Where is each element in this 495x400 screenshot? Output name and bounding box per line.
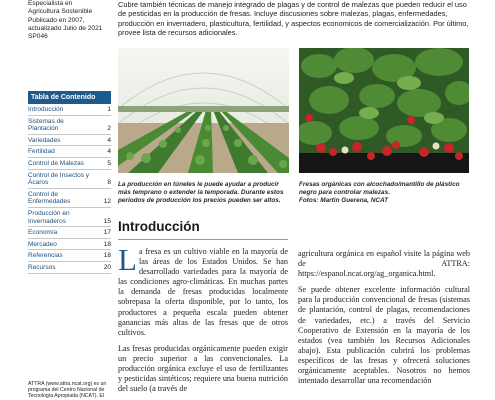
attra-footer [28, 381, 112, 400]
body-paragraph [118, 242, 288, 338]
tunnel-photo [118, 48, 289, 173]
figure-caption-left: La producción en túneles le puede ayudar a producir más temprano o extender la temporada. Durante estos periodos de producción los precios pueden ser altos. [118, 181, 284, 204]
toc-item-page: 17 [103, 229, 111, 237]
toc-item-page: 18 [103, 252, 111, 260]
toc-item-label: Recursos [28, 263, 56, 271]
toc-item-invernaderos[interactable] [28, 208, 111, 227]
photo-credit: Fotos: Martin Guerena, NCAT [299, 196, 388, 204]
toc-item-variedades[interactable] [28, 135, 111, 147]
toc-item-page: 12 [103, 198, 111, 206]
toc-item-insectos[interactable] [28, 170, 111, 189]
figure-caption-right [299, 181, 469, 205]
toc-item-malezas[interactable] [28, 158, 111, 170]
toc-item-sistemas[interactable] [28, 116, 111, 135]
meta-line: Publicado en 2007, [28, 16, 85, 24]
footer-line: ATTRA (www.attra.ncat.org) es un [28, 381, 107, 387]
organic-strawberries-photo [299, 48, 469, 173]
toc-item-page: 20 [103, 263, 111, 271]
toc-item-page: 18 [103, 240, 111, 248]
toc-item-label: Control de Enfermedades [28, 190, 71, 206]
toc-item-page: 8 [107, 179, 111, 187]
footer-line: Tecnología Apropiada (NCAT). El [28, 393, 105, 400]
toc-item-recursos[interactable] [28, 262, 111, 274]
toc-item-label: Sistemas de Plantación [28, 117, 64, 133]
section-title: Introducción [118, 219, 200, 234]
toc-item-mercadeo[interactable] [28, 239, 111, 251]
body-column-right [298, 249, 470, 386]
intro-paragraph: Cubre también técnicas de manejo integrado de plagas y de control de malezas que pueden reducir el uso de pesticidas en la producción de fresas. Incluye discusiones sobre malezas, plagas, enfermedades, producción en invernadero, plasticultura, fertilidad, y aspectos economicos de comercialización. Por último, provee lista de recursos adicionales. [118, 0, 469, 37]
toc-item-label: Economía [28, 229, 58, 237]
body-paragraph: Las fresas producidas orgánicamente pueden exigir un precio superior a las convencionales. La producción orgánica excluye el uso de fertilizantes y pesticidas sintéticos; requiere una buena nutrición del suelo (a través de [118, 343, 288, 394]
toc-item-page: 4 [107, 136, 111, 144]
toc-item-page: 2 [107, 125, 111, 133]
body-paragraph: agricultura orgánica en español visite la página web de ATTRA: https://espanol.ncat.org/ag_organica.html. [298, 249, 470, 279]
meta-line: actualizado Julio de 2021 [28, 24, 103, 32]
toc-item-enfermedades[interactable] [28, 189, 111, 208]
body-paragraph: Se puede obtener excelente información cultural para la producción convencional de fresas (sistemas de plantación, control de plagas, recomendaciones de variedades, etc.) a través del Servicio Cooperativo de Extensión en la mayoría de los estados (vea también los Recursos Adicionales abajo). Esta publicación cubrirá los problemas específicos de las fresas y ofrecerá soluciones orgánicamente aceptables. Nosotros no hemos intentado desarrollar una recomendación [298, 285, 470, 386]
toc-item-label: Fertilidad [28, 148, 55, 156]
figure-caption-text: Fresas orgánicas con alcochado/mantillo de plástico negro para controlar malezas. [299, 181, 460, 196]
toc-item-label: Introducción [28, 106, 64, 113]
tunnel-photo-image [118, 48, 289, 173]
table-of-contents [28, 91, 111, 274]
toc-item-label: Referencias [28, 252, 63, 260]
meta-line: Especialista en [28, 0, 73, 7]
toc-title: Tabla de Contenido [28, 91, 111, 104]
toc-item-label: Mercadeo [28, 240, 57, 248]
meta-line: SP046 [28, 33, 48, 41]
toc-item-introduccion[interactable] [28, 104, 111, 116]
toc-item-label: Variedades [28, 136, 61, 144]
toc-item-page: 15 [103, 217, 111, 225]
publication-meta [28, 0, 112, 41]
section-divider [118, 239, 288, 240]
body-column-left [118, 242, 288, 394]
toc-item-label: Control de Insectos y Ácaros [28, 171, 90, 187]
meta-line: Agricultura Sostenible [28, 8, 93, 16]
toc-item-referencias[interactable] [28, 250, 111, 262]
strawberries-photo-image [299, 48, 469, 173]
toc-item-label: Producción en Invernaderos [28, 209, 70, 225]
toc-item-economia[interactable] [28, 227, 111, 239]
toc-item-page: 1 [107, 106, 111, 113]
drop-cap: L [118, 242, 137, 277]
toc-item-page: 5 [107, 159, 111, 167]
toc-item-page: 4 [107, 148, 111, 156]
sidebar [0, 0, 113, 400]
toc-item-label: Control de Malezas [28, 159, 84, 167]
paragraph-text: a fresa es un cultivo viable en la mayoría de las áreas de los Estados Unidos. Se han desarrollado variedades para la mayoría de las condiciones agro-climáticas. En muchas partes la demanda de fresas producidas localmente sobrepasa la oferta disponible, por lo tanto, los productores a pequeña escala pueden obtener ganancias más altas de las fresas que de otros cultivos. [118, 247, 288, 337]
toc-item-fertilidad[interactable] [28, 146, 111, 158]
footer-line: programa del Centro Nacional de [28, 387, 105, 394]
